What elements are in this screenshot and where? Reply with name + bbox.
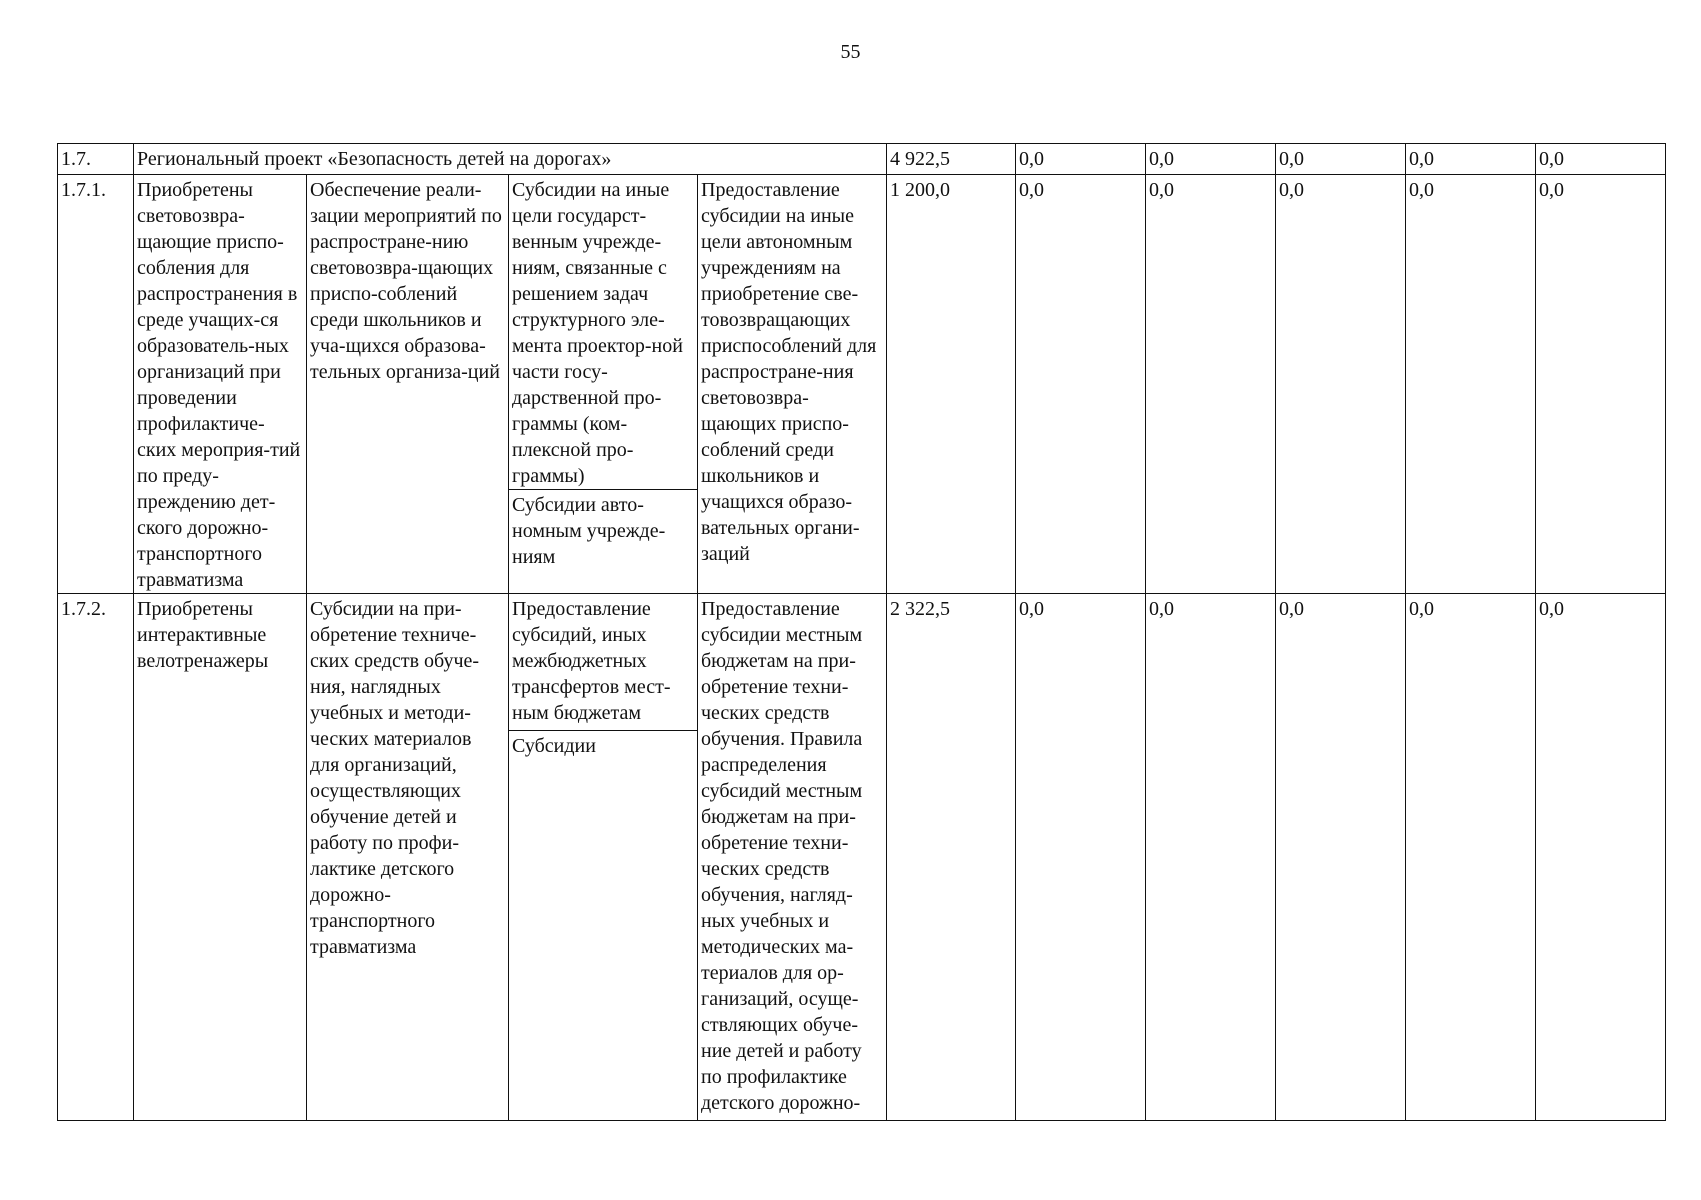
value-cell: 0,0 (1406, 144, 1536, 175)
value-cell: 0,0 (1276, 594, 1406, 1121)
subsidy-type-cell (509, 594, 698, 1121)
value-cell: 4 922,5 (887, 144, 1016, 175)
description-cell: Предоставление субсидии на иные цели автономным учреждениям на приобретение све-товозвращающих приспособлений для распростране-ния световозвра-щающих приспо-соблений среди школьников и учащихся образо-вательных органи-заций (698, 175, 887, 594)
value-cell: 0,0 (1016, 175, 1146, 594)
subsidy-type: Субсидии на иные цели государст-венным учрежде-ниям, связанные с решением задач структурного эле-мента проектор-ной части госу-дарственной про-граммы (ком-плексной про-граммы) (512, 179, 683, 487)
result-cell: Приобретены интерактивные велотренажеры (134, 594, 307, 1121)
value-cell: 0,0 (1146, 175, 1276, 594)
budget-table (57, 143, 1666, 1121)
subsidy-type-cell (509, 175, 698, 594)
event-cell: Субсидии на при-обретение техниче-ских средств обуче-ния, наглядных учебных и методи-ческих материалов для организаций, осуществляющих обучение детей и работу по профи-лактике детского дорожно-транспортного травматизма (307, 594, 509, 1121)
value-cell: 0,0 (1536, 175, 1666, 594)
table-row (58, 144, 1666, 175)
subsidy-type: Предоставление субсидий, иных межбюджетных трансфертов мест-ным бюджетам (512, 598, 671, 724)
value-cell: 0,0 (1406, 175, 1536, 594)
value-cell: 0,0 (1146, 144, 1276, 175)
value-cell: 0,0 (1276, 175, 1406, 594)
table-row (58, 594, 1666, 1121)
value-cell: 0,0 (1276, 144, 1406, 175)
value-cell: 0,0 (1016, 594, 1146, 1121)
page-number: 55 (840, 41, 861, 63)
value-cell: 0,0 (1406, 594, 1536, 1121)
result-cell: Приобретены световозвра-щающие приспо-собления для распространения в среде учащих-ся образователь-ных организаций при проведении профилактиче-ских мероприя-тий по преду-преждению дет-ского дорожно-транспортного травматизма (134, 175, 307, 594)
value-cell: 0,0 (1016, 144, 1146, 175)
row-code: 1.7.1. (58, 175, 134, 594)
value-cell: 1 200,0 (887, 175, 1016, 594)
value-cell: 0,0 (1536, 144, 1666, 175)
subsidy-type: Субсидии (509, 730, 697, 759)
project-title: Региональный проект «Безопасность детей на дорогах» (134, 144, 887, 175)
row-code: 1.7.2. (58, 594, 134, 1121)
event-cell: Обеспечение реали-зации мероприятий по распростране-нию световозвра-щающих приспо-соблений среди школьников и уча-щихся образова-тельных организа-ций (307, 175, 509, 594)
row-code: 1.7. (58, 144, 134, 175)
value-cell: 0,0 (1146, 594, 1276, 1121)
value-cell: 2 322,5 (887, 594, 1016, 1121)
subsidy-type: Субсидии авто-номным учрежде-ниям (509, 490, 697, 571)
value-cell: 0,0 (1536, 594, 1666, 1121)
description-cell: Предоставление субсидии местным бюджетам на при-обретение техни-ческих средств обучения. Правила распределения субсидий местным бюджетам на при-обретение техни-ческих средств обучения, нагляд-ных учебных и методических ма-териалов для ор-ганизаций, осуще-ствляющих обуче-ние детей и работу по профилактике детского дорожно- (698, 594, 887, 1121)
table-row (58, 175, 1666, 594)
